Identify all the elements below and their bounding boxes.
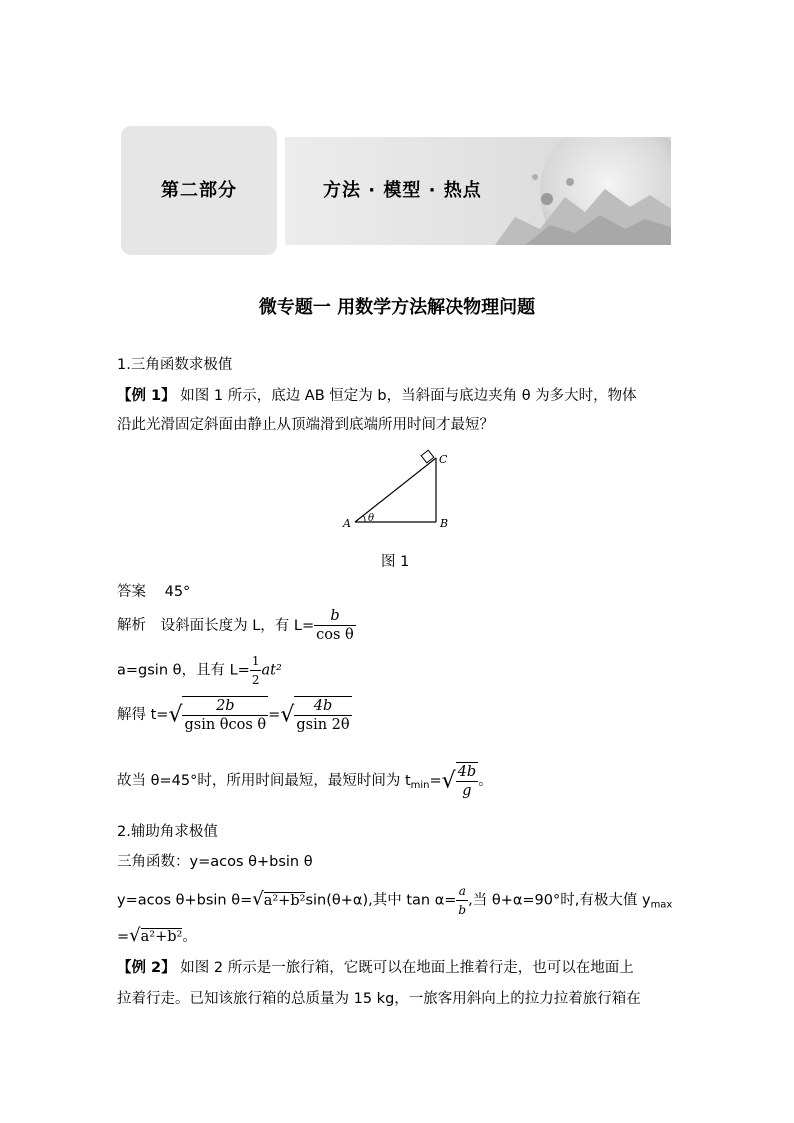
label-c: C xyxy=(439,453,448,466)
example-2-text-1: 如图 2 所示是一旅行箱，它既可以在地面上推着行走，也可以在地面上 xyxy=(180,960,634,976)
aux-eq-part1: y=acos θ+bsin θ= xyxy=(117,892,253,909)
example-1-line-2: 沿此光滑固定斜面由静止从顶端滑到底端所用时间才最短？ xyxy=(117,417,494,433)
y-max-subscript: max xyxy=(650,899,673,911)
fraction-half-den: 2 xyxy=(251,673,260,687)
figure-1-caption: 图 1 xyxy=(381,554,410,570)
part-label: 第二部分 xyxy=(161,180,237,201)
fraction-half xyxy=(250,652,262,689)
fraction-t2 xyxy=(294,696,351,734)
fraction-t1 xyxy=(182,696,268,734)
example-1-text-1: 如图 1 所示，底边 AB 恒定为 b，当斜面与底边夹角 θ 为多大时，物体 xyxy=(180,388,637,404)
analysis-line-1 xyxy=(117,607,356,644)
fraction-min xyxy=(456,762,479,800)
sqrt-sign-2: √ xyxy=(280,702,295,728)
analysis-min-text: 故当 θ=45°时，所用时间最短，最短时间为 t xyxy=(117,773,411,789)
section-heading-2: 2.辅助角求极值 xyxy=(117,824,218,840)
section-label: 方法 · 模型 · 热点 xyxy=(323,180,482,201)
aux-sqrt-content: a²+b² xyxy=(263,892,306,909)
example-2-line-2: 拉着行走。已知该旅行箱的总质量为 15 kg，一旅客用斜向上的拉力拉着旅行箱在 xyxy=(117,991,641,1007)
fraction-half-num: 1 xyxy=(250,652,262,671)
analysis-line-3 xyxy=(117,696,352,734)
fraction-min-den: g xyxy=(462,783,472,799)
analysis-t-eq: = xyxy=(268,707,281,723)
example-2-tag: 【例 2】 xyxy=(117,960,176,976)
section-heading-1: 1.三角函数求极值 xyxy=(117,357,233,373)
label-theta: θ xyxy=(368,513,375,524)
analysis-t-text: 解得 t= xyxy=(117,707,169,723)
aux-eq2-sqrt: a²+b² xyxy=(140,929,183,945)
fraction-t1-den: gsin θcos θ xyxy=(184,717,267,733)
label-b: B xyxy=(440,517,449,530)
fraction-t2-den: gsin 2θ xyxy=(296,717,350,733)
analysis-label: 解析 xyxy=(117,617,146,634)
analysis-l-text: 设斜面长度为 L，有 L= xyxy=(160,617,315,634)
fraction-l xyxy=(314,607,356,644)
example-1-line-1 xyxy=(117,384,637,405)
example-2-line-1 xyxy=(117,956,634,977)
fraction-l-num: b xyxy=(314,607,356,626)
analysis-line-2 xyxy=(117,652,282,689)
t-min-subscript: min xyxy=(410,780,430,791)
analysis-line-4 xyxy=(117,762,493,800)
sqrt-sign-1: √ xyxy=(168,702,183,728)
fraction-ab-num: a xyxy=(456,882,468,901)
sqrt-sign-5: √ xyxy=(129,925,141,946)
aux-eq2-end: 。 xyxy=(182,929,197,945)
analysis-a-text: a=gsin θ，且有 L= xyxy=(117,662,250,679)
figure-1-triangle xyxy=(335,445,465,535)
aux-angle-line-1 xyxy=(117,882,672,919)
fraction-ab-den: b xyxy=(458,903,467,917)
label-a: A xyxy=(343,517,351,530)
sqrt-sign-3: √ xyxy=(441,768,456,794)
fraction-l-den: cos θ xyxy=(316,627,354,643)
answer-value: 45° xyxy=(164,584,191,600)
angle-arc xyxy=(363,515,365,522)
answer-line xyxy=(117,580,190,601)
analysis-a-tail: at² xyxy=(261,662,282,679)
aux-eq-part2: sin(θ+α),其中 tan α= xyxy=(305,892,457,909)
aux-eq2-text: = xyxy=(117,929,130,945)
sqrt-sign-4: √ xyxy=(252,888,264,910)
aux-eq-part3: ,当 θ+α=90°时,有极大值 y xyxy=(468,892,651,909)
trig-function-line: 三角函数：y=acos θ+bsin θ xyxy=(117,854,313,870)
analysis-min-end: 。 xyxy=(478,773,493,789)
fraction-t1-num: 2b xyxy=(182,697,268,716)
fraction-min-num: 4b xyxy=(457,764,477,780)
fraction-t2-num: 4b xyxy=(294,697,351,716)
aux-angle-line-2 xyxy=(117,925,197,946)
example-1-tag: 【例 1】 xyxy=(117,388,176,404)
answer-label: 答案 xyxy=(117,584,146,600)
page-title: 微专题一 用数学方法解决物理问题 xyxy=(258,297,536,318)
fraction-ab xyxy=(456,882,468,919)
analysis-min-eq: = xyxy=(429,773,442,789)
